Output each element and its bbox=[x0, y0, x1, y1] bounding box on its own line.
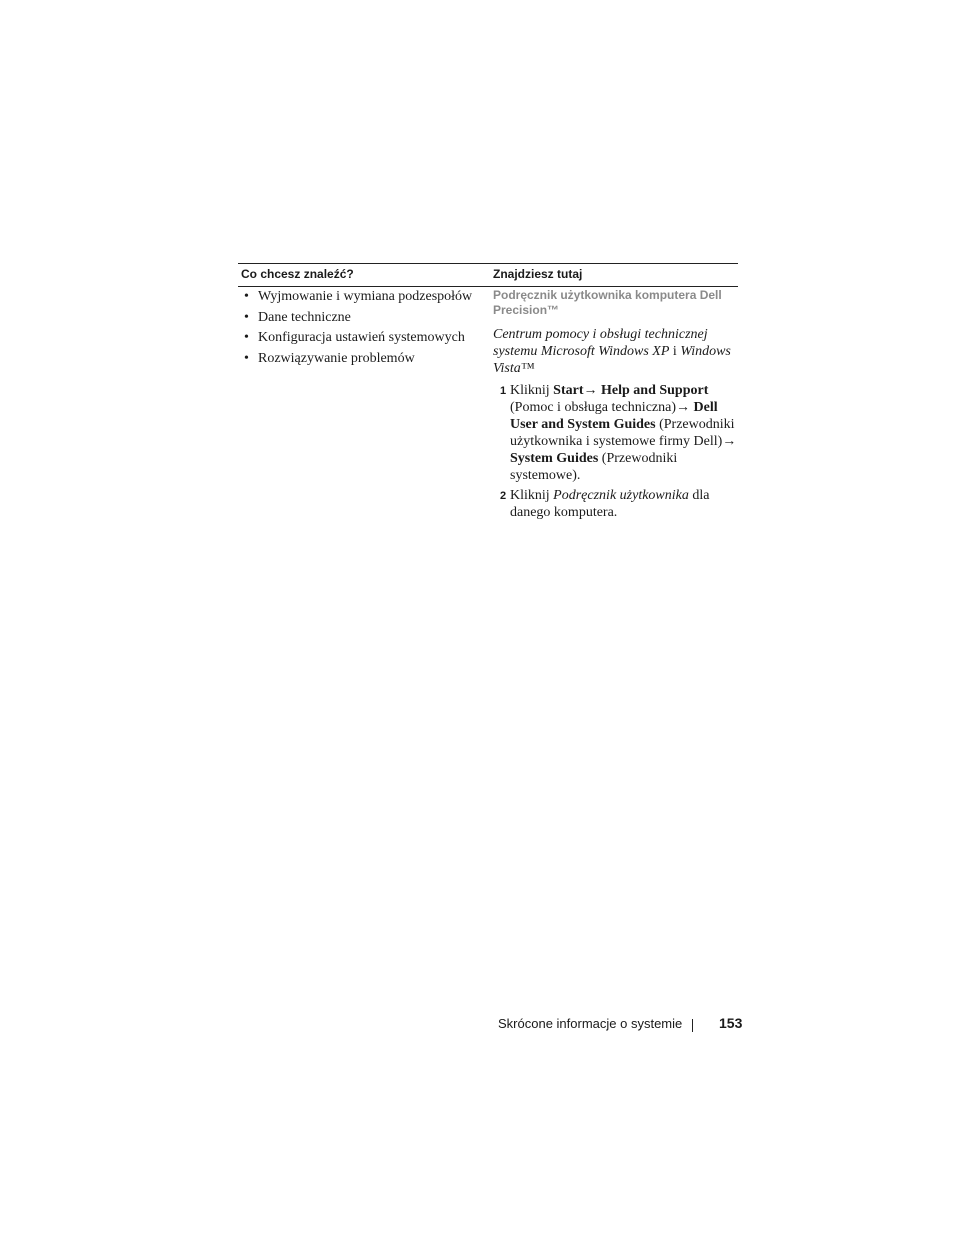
bullet-icon: • bbox=[244, 309, 249, 325]
bullet-icon: • bbox=[244, 330, 249, 345]
step-item: 1 Kliknij Start→ Help and Support (Pomoc i obsługa techniczna)→ Dell User and System Guides (Przewodniki użytkownika i systemowe firmy Dell)→ System Guides (Przewodniki systemowe). bbox=[500, 383, 737, 483]
help-center-line: Centrum pomocy i obsługi technicznej systemu Microsoft Windows XP i Windows Vista™ bbox=[493, 327, 731, 376]
bullet-icon: • bbox=[244, 289, 249, 304]
topics-column bbox=[238, 288, 488, 370]
step-item: 2 Kliknij Podręcznik użytkownika dla danego komputera. bbox=[500, 488, 710, 520]
page-number: 153 bbox=[719, 1015, 743, 1031]
user-guide-title: Podręcznik użytkownika komputera Dell Precision™ bbox=[493, 288, 722, 317]
header-where-to-find: Znajdziesz tutaj bbox=[493, 267, 583, 281]
header-what-to-find: Co chcesz znaleźć? bbox=[241, 267, 354, 281]
help-and-support-label: Help and Support bbox=[601, 383, 709, 398]
user-guide-label: Podręcznik użytkownika bbox=[553, 488, 689, 503]
steps-list bbox=[493, 382, 738, 521]
list-item: • Wyjmowanie i wymiana podzespołów bbox=[244, 289, 473, 304]
table-header bbox=[238, 264, 738, 287]
list-item: • Konfiguracja ustawień systemowych bbox=[244, 330, 465, 345]
sources-column bbox=[493, 288, 738, 524]
info-table bbox=[238, 263, 738, 520]
footer-section-title: Skrócone informacje o systemie bbox=[498, 1016, 683, 1031]
step-number: 2 bbox=[500, 490, 507, 502]
dell-guides-label: Dell User and System Guides bbox=[510, 400, 718, 432]
start-menu-label: Start bbox=[553, 383, 584, 398]
list-item: • Rozwiązywanie problemów bbox=[244, 350, 415, 366]
system-guides-label: System Guides bbox=[510, 451, 599, 466]
bullet-icon: • bbox=[244, 350, 249, 366]
footer-divider bbox=[692, 1019, 693, 1032]
list-item: • Dane techniczne bbox=[244, 309, 351, 325]
topics-list bbox=[238, 288, 488, 370]
step-number: 1 bbox=[500, 385, 507, 397]
